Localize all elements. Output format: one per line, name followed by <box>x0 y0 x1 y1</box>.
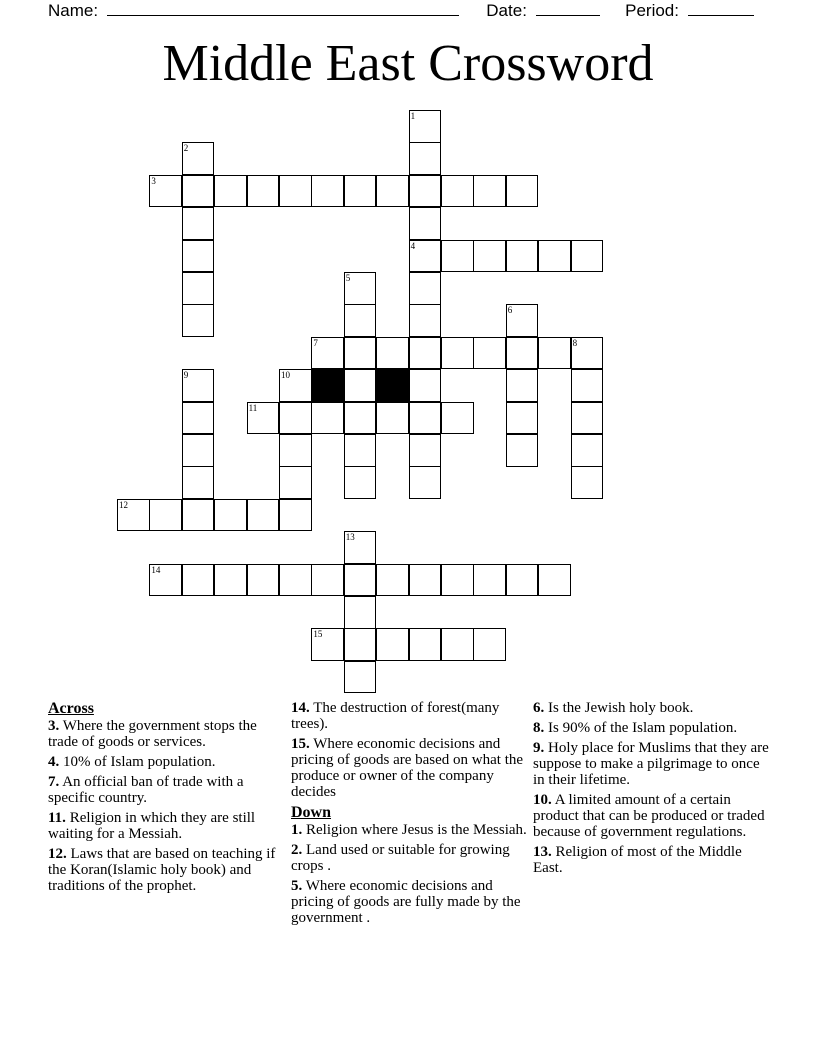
cell-number: 4 <box>410 240 416 251</box>
down-heading: Down <box>291 804 332 821</box>
crossword-cell[interactable] <box>571 466 604 499</box>
crossword-cell[interactable] <box>247 175 280 208</box>
clue-down-1: 1. Religion where Jesus is the Messiah. <box>291 822 527 838</box>
crossword-cell[interactable] <box>247 499 280 532</box>
crossword-cell[interactable] <box>182 564 215 597</box>
crossword-cell[interactable] <box>279 466 312 499</box>
crossword-cell[interactable] <box>344 369 377 402</box>
crossword-cell[interactable] <box>376 628 409 661</box>
crossword-cell[interactable] <box>506 369 539 402</box>
cell-number: 8 <box>572 337 578 348</box>
crossword-cell[interactable] <box>344 661 377 694</box>
cell-number: 9 <box>183 370 189 381</box>
crossword-cell[interactable] <box>117 499 150 532</box>
crossword-cell[interactable] <box>473 628 506 661</box>
crossword-cell[interactable] <box>376 564 409 597</box>
crossword-cell[interactable] <box>506 564 539 597</box>
clues-column-3 <box>533 700 773 880</box>
cell-number: 14 <box>151 564 161 575</box>
crossword-cell[interactable] <box>409 240 442 273</box>
clue-across-14: 14. The destruction of forest(many trees). <box>291 700 500 732</box>
crossword-cell[interactable] <box>441 628 474 661</box>
crossword-cell[interactable] <box>376 402 409 435</box>
crossword-cell[interactable] <box>149 175 182 208</box>
crossword-cell[interactable] <box>409 564 442 597</box>
crossword-cell[interactable] <box>279 434 312 467</box>
crossword-cell[interactable] <box>149 564 182 597</box>
crossword-cell[interactable] <box>538 564 571 597</box>
clue-down-8: 8. Is 90% of the Islam population. <box>533 720 738 736</box>
crossword-cell[interactable] <box>182 272 215 305</box>
clue-across-15: 15. Where economic decisions and pricing of goods are based on what the produce or owner of the company decides <box>291 736 524 800</box>
crossword-cell[interactable] <box>214 564 247 597</box>
crossword-cell[interactable] <box>473 337 506 370</box>
crossword-cell[interactable] <box>214 175 247 208</box>
clue-across-4: 4. 10% of Islam population. <box>48 754 216 770</box>
crossword-cell[interactable] <box>344 434 377 467</box>
clue-across-11: 11. Religion in which they are still waiting for a Messiah. <box>48 810 256 842</box>
cell-number: 5 <box>345 273 351 283</box>
crossword-cell[interactable] <box>214 499 247 532</box>
crossword-cell[interactable] <box>344 531 377 564</box>
crossword-cell[interactable] <box>344 272 377 305</box>
crossword-cell[interactable] <box>311 402 344 435</box>
crossword-cell[interactable] <box>506 175 539 208</box>
crossword-cell[interactable] <box>182 175 215 208</box>
crossword-cell[interactable] <box>409 272 442 305</box>
crossword-cell[interactable] <box>149 499 182 532</box>
crossword-cell[interactable] <box>182 142 215 175</box>
crossword-cell[interactable] <box>311 337 344 370</box>
cell-number: 2 <box>183 143 189 154</box>
crossword-cell[interactable] <box>506 337 539 370</box>
clue-across-3: 3. Where the government stops the trade of goods or services. <box>48 718 257 750</box>
clue-down-6: 6. Is the Jewish holy book. <box>533 700 694 716</box>
date-label: Date: <box>486 1 527 20</box>
crossword-cell[interactable] <box>182 499 215 532</box>
crossword-cell[interactable] <box>506 304 539 337</box>
crossword-cell[interactable] <box>409 207 442 240</box>
crossword-cell[interactable] <box>473 175 506 208</box>
crossword-cell[interactable] <box>182 369 215 402</box>
crossword-cell[interactable] <box>571 369 604 402</box>
page-title: Middle East Crossword <box>162 35 654 92</box>
crossword-cell[interactable] <box>182 434 215 467</box>
cell-number: 1 <box>410 111 416 121</box>
crossword-cell[interactable] <box>571 434 604 467</box>
period-label: Period: <box>625 1 679 20</box>
crossword-cell[interactable] <box>182 207 215 240</box>
crossword-cell[interactable] <box>311 175 344 208</box>
crossword-cell[interactable] <box>409 369 442 402</box>
crossword-cell[interactable] <box>344 466 377 499</box>
crossword-cell[interactable] <box>409 142 442 175</box>
crossword-cell[interactable] <box>279 369 312 402</box>
cell-number: 12 <box>119 499 128 510</box>
crossword-cell[interactable] <box>344 596 377 629</box>
crossword-cell[interactable] <box>182 402 215 435</box>
cell-number: 7 <box>313 337 318 348</box>
crossword-cell[interactable] <box>279 402 312 435</box>
crossword-cell[interactable] <box>571 402 604 435</box>
crossword-cell[interactable] <box>506 240 539 273</box>
crossword-cell[interactable] <box>247 402 280 435</box>
name-label: Name: <box>48 1 99 20</box>
clue-down-13: 13. Religion of most of the Middle East. <box>533 844 742 876</box>
crossword-cell[interactable] <box>279 564 312 597</box>
clue-down-9: 9. Holy place for Muslims that they are suppose to make a pilgrimage to once in their lifetime. <box>533 740 769 788</box>
crossword-cell[interactable] <box>571 240 604 273</box>
cell-number: 13 <box>345 532 355 543</box>
crossword-cell[interactable] <box>473 240 506 273</box>
clues-column-2 <box>291 700 531 930</box>
crossword-cell[interactable] <box>441 402 474 435</box>
crossword-cell[interactable] <box>344 304 377 337</box>
clue-down-10: 10. A limited amount of a certain product that can be produced or traded because of government regulations. <box>533 792 765 840</box>
crossword-cell[interactable] <box>344 337 377 370</box>
crossword-cell[interactable] <box>344 402 377 435</box>
clues-column-1 <box>48 700 288 898</box>
crossword-cell[interactable] <box>344 564 377 597</box>
cell-number: 15 <box>313 629 323 640</box>
cell-number: 6 <box>507 305 513 316</box>
crossword-cell[interactable] <box>409 466 442 499</box>
crossword-cell[interactable] <box>441 564 474 597</box>
crossword-cell[interactable] <box>376 337 409 370</box>
crossword-cell[interactable] <box>182 304 215 337</box>
blocked-cell <box>376 369 409 402</box>
clue-across-12: 12. Laws that are based on teaching if the Koran(Islamic holy book) and traditions of the prophet. <box>48 846 276 894</box>
crossword-cell[interactable] <box>344 175 377 208</box>
crossword-cell[interactable] <box>409 175 442 208</box>
cell-number: 11 <box>248 402 258 413</box>
crossword-cell[interactable] <box>441 175 474 208</box>
crossword-cell[interactable] <box>247 564 280 597</box>
cell-number: 10 <box>281 370 290 381</box>
crossword-cell[interactable] <box>506 402 539 435</box>
clue-down-5: 5. Where economic decisions and pricing of goods are fully made by the government . <box>291 878 521 926</box>
crossword-cell[interactable] <box>344 628 377 661</box>
crossword-cell[interactable] <box>409 337 442 370</box>
crossword-cell[interactable] <box>506 434 539 467</box>
blocked-cell <box>311 369 344 402</box>
crossword-cell[interactable] <box>311 628 344 661</box>
crossword-cell[interactable] <box>409 434 442 467</box>
cell-number: 3 <box>151 175 156 186</box>
crossword-cell[interactable] <box>441 337 474 370</box>
clue-down-2: 2. Land used or suitable for growing crops . <box>291 842 510 874</box>
clue-across-7: 7. An official ban of trade with a specific country. <box>48 774 244 806</box>
crossword-cell[interactable] <box>409 402 442 435</box>
crossword-cell[interactable] <box>376 175 409 208</box>
crossword-cell[interactable] <box>409 110 442 143</box>
crossword-cell[interactable] <box>473 564 506 597</box>
crossword-cell[interactable] <box>409 304 442 337</box>
crossword-cell[interactable] <box>441 240 474 273</box>
crossword-cell[interactable] <box>182 466 215 499</box>
crossword-cell[interactable] <box>571 337 604 370</box>
crossword-cell[interactable] <box>409 628 442 661</box>
across-heading: Across <box>48 700 94 717</box>
crossword-cell[interactable] <box>182 240 215 273</box>
crossword-cell[interactable] <box>279 175 312 208</box>
crossword-cell[interactable] <box>538 337 571 370</box>
crossword-cell[interactable] <box>538 240 571 273</box>
crossword-cell[interactable] <box>311 564 344 597</box>
crossword-cell[interactable] <box>279 499 312 532</box>
